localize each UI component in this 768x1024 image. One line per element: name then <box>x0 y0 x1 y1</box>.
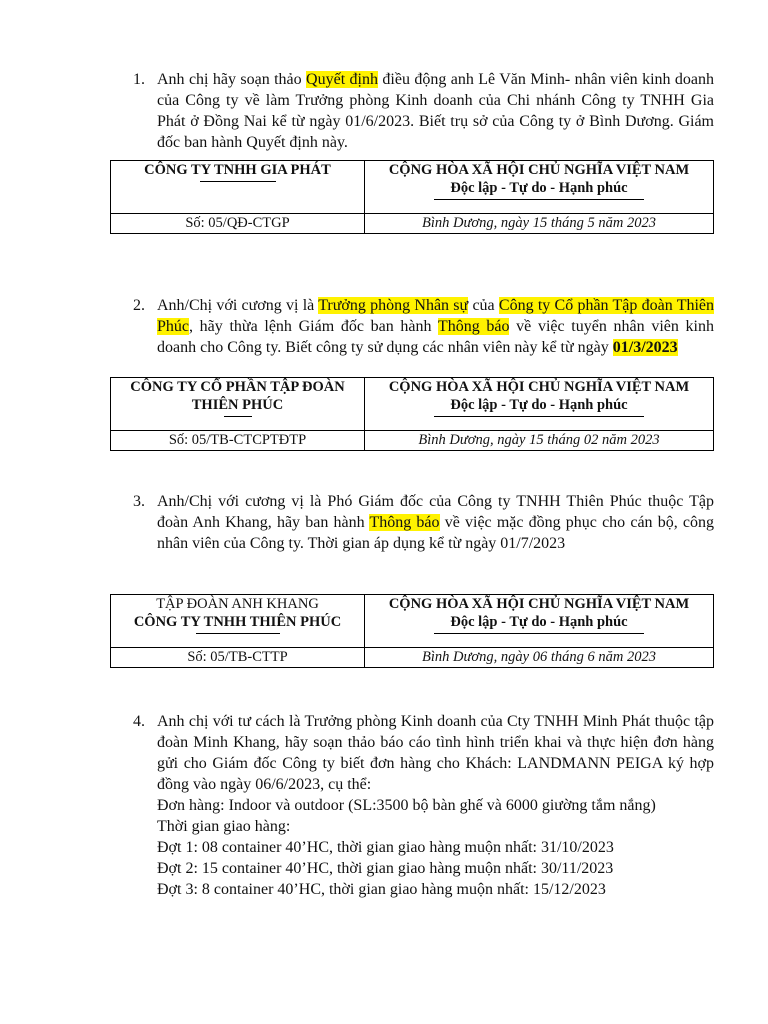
motto-underline <box>434 633 644 634</box>
question-2 <box>133 295 715 358</box>
delivery-lot-1: Đợt 1: 08 container 40’HC, thời gian giao hàng muộn nhất: 31/10/2023 <box>157 839 614 856</box>
question-text: của <box>468 297 499 314</box>
agency-cell <box>111 161 365 214</box>
highlight-text: Công ty Cổ phần Tập đoàn Thiên Phúc <box>157 297 715 335</box>
national-title: CỘNG HÒA XÃ HỘI CHỦ NGHĨA VIỆT NAM <box>388 596 690 612</box>
delivery-lot-3: Đợt 3: 8 container 40’HC, thời gian giao hàng muộn nhất: 15/12/2023 <box>157 881 606 898</box>
question-text: điều động anh Lê Văn Minh- nhân viên kinh doanh của Công ty về làm Trưởng phòng Kinh doanh của Chi nhánh Công ty TNHH Gia Phát ở Đồng Nai kể từ ngày 01/6/2023. Biết trụ sở của Công ty ở Bình Dương. Giám đốc ban hành Quyết định này. <box>157 71 715 151</box>
question-text: Anh/Chị với cương vị là Phó Giám đốc của Công ty TNHH Thiên Phúc thuộc Tập đoàn Anh Khang, hãy ban hành <box>157 493 714 531</box>
highlight-text: Thông báo <box>369 514 440 531</box>
delivery-label: Thời gian giao hàng: <box>157 818 291 835</box>
national-motto-cell <box>365 595 714 648</box>
order-line: Đơn hàng: Indoor và outdoor (SL:3500 bộ bàn ghế và 6000 giường tắm nắng) <box>157 797 656 814</box>
question-1 <box>133 69 715 153</box>
question-number: 4. <box>133 713 145 730</box>
question-text: Anh/Chị với cương vị là <box>157 297 319 314</box>
document-header-table-2 <box>110 377 714 451</box>
national-title: CỘNG HÒA XÃ HỘI CHỦ NGHĨA VIỆT NAM <box>388 162 690 178</box>
highlight-text: Thông báo <box>437 318 510 335</box>
delivery-lot-2: Đợt 2: 15 container 40’HC, thời gian giao hàng muộn nhất: 30/11/2023 <box>157 860 614 877</box>
agency-cell <box>111 595 365 648</box>
agency-underline <box>224 416 252 417</box>
agency-underline <box>200 181 276 182</box>
agency-name: CÔNG TY TNHH GIA PHÁT <box>144 162 331 178</box>
highlight-text: Trưởng phòng Nhân sự <box>318 297 469 314</box>
document-number: Số: 05/QĐ-CTGP <box>111 214 365 234</box>
question-text: Anh chị với tư cách là Trưởng phòng Kinh doanh của Cty TNHH Minh Phát thuộc tập đoàn Minh Khang, hãy soạn thảo báo cáo tình hình triển khai và thực hiện đơn hàng gửi cho Giám đốc Công ty biết đơn hàng cho Khách: LANDMANN PEIGA ký hợp đồng vào ngày 06/6/2023, cụ thể: <box>157 713 714 793</box>
national-motto: Độc lập - Tự do - Hạnh phúc <box>450 397 628 413</box>
motto-underline <box>434 199 644 200</box>
question-text: về việc tuyển nhân viên kinh doanh cho Công ty. Biết công ty sử dụng các nhân viên này kể từ ngày <box>157 318 714 356</box>
agency-name-line2: THIÊN PHÚC <box>191 397 284 413</box>
agency-cell <box>111 378 365 431</box>
question-4 <box>133 711 714 900</box>
document-date: Bình Dương, ngày 15 tháng 02 năm 2023 <box>365 431 714 451</box>
document-date: Bình Dương, ngày 06 tháng 6 năm 2023 <box>365 648 714 668</box>
parent-agency-name: TẬP ĐOÀN ANH KHANG <box>156 596 319 612</box>
question-3 <box>133 491 715 554</box>
question-number: 3. <box>133 493 145 510</box>
question-text: về việc mặc đồng phục cho cán bộ, công nhân viên của Công ty. Thời gian áp dụng kể từ ngày 01/7/2023 <box>157 514 715 552</box>
national-motto: Độc lập - Tự do - Hạnh phúc <box>450 614 628 630</box>
document-number: Số: 05/TB-CTTP <box>111 648 365 668</box>
question-number: 2. <box>133 297 145 314</box>
document-number: Số: 05/TB-CTCPTĐTP <box>111 431 365 451</box>
question-text: Anh chị hãy soạn thảo <box>157 71 307 88</box>
national-title: CỘNG HÒA XÃ HỘI CHỦ NGHĨA VIỆT NAM <box>388 379 690 395</box>
agency-name: CÔNG TY CỔ PHẦN TẬP ĐOÀN <box>130 379 345 395</box>
motto-underline <box>434 416 644 417</box>
national-motto-cell <box>365 378 714 431</box>
national-motto: Độc lập - Tự do - Hạnh phúc <box>450 180 628 196</box>
document-header-table-3 <box>110 594 714 668</box>
question-text: , hãy thừa lệnh Giám đốc ban hành <box>189 318 438 335</box>
document-date: Bình Dương, ngày 15 tháng 5 năm 2023 <box>365 214 714 234</box>
highlight-date: 01/3/2023 <box>612 339 678 356</box>
agency-underline <box>196 633 280 634</box>
agency-name: CÔNG TY TNHH THIÊN PHÚC <box>133 614 342 630</box>
highlight-text: Quyết định <box>306 71 378 88</box>
document-header-table-1 <box>110 160 714 234</box>
national-motto-cell <box>365 161 714 214</box>
question-number: 1. <box>133 71 145 88</box>
